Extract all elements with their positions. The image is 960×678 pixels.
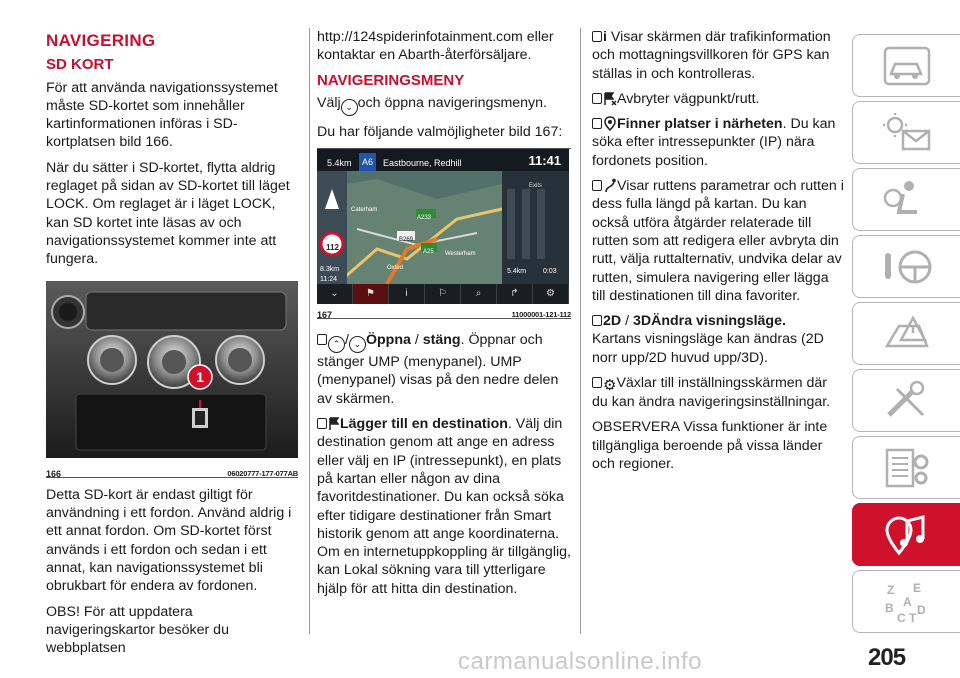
text: Kartans visningsläge kan ändras (2D norr upp/2D huvud upp/3D). — [592, 331, 824, 366]
flag-cancel-icon — [603, 92, 617, 106]
svg-text:E: E — [912, 580, 921, 595]
tab-technical-data[interactable] — [852, 436, 960, 499]
flag-icon: ⚑ — [366, 288, 375, 300]
info-icon: i — [405, 288, 408, 300]
column-divider — [580, 28, 581, 634]
map-pin-icon — [603, 116, 617, 131]
paragraph — [317, 94, 571, 116]
text: / — [410, 332, 423, 349]
ump-menu-panel — [317, 284, 569, 304]
paragraph — [592, 177, 844, 305]
text: Växlar till inställningsskärmen där du kan ändra navigeringsinställningar. — [592, 375, 831, 411]
term: Öppna — [365, 332, 411, 349]
ump-destination-button[interactable] — [353, 284, 389, 304]
chevron-up-icon: ⌃ — [328, 336, 345, 353]
nav-clock: 11:41 — [528, 153, 561, 169]
chevron-down-icon: ⌄ — [349, 336, 366, 353]
column-3 — [592, 28, 844, 480]
multimedia-navigation-icon — [879, 513, 935, 557]
term: Finner platser i närheten — [617, 116, 783, 133]
text: och öppna navigeringsmenyn. — [357, 94, 547, 111]
subsection-heading: SD KORT — [46, 56, 114, 74]
page-number: 205 — [868, 644, 906, 671]
figure-code: 06020777-177-077AB — [227, 468, 298, 478]
menu-chevron-icon: ⌄ — [341, 99, 358, 116]
steering-wheel-icon — [879, 245, 935, 289]
bullet-box-icon — [592, 93, 602, 104]
term: stäng — [422, 332, 461, 349]
tab-warning-lights[interactable] — [852, 101, 960, 164]
text: . Du kan söka efter intressepunkter (IP) nära fordonets position. — [592, 116, 836, 169]
place-label: Oxted — [387, 265, 404, 272]
tab-index[interactable] — [852, 570, 960, 633]
bullet-box-icon — [317, 334, 327, 345]
paragraph — [317, 415, 571, 598]
figure-number: 167 — [317, 310, 333, 321]
ump-cancel-button[interactable] — [425, 284, 461, 304]
settings-document-icon — [879, 446, 935, 490]
nav-road-badge: A6 — [359, 153, 376, 171]
figure-callout: 1 — [196, 368, 204, 385]
text: Visar ruttens parametrar och rutten i dess fulla längd på kartan. Du kan också utföra åtgärder relaterade till rutten som att redigera eller avbryta din rutt, välja ruttalternativ, undvika delar av rutten, simulera navigering eller lägga till destinationen till dina favoriter. — [592, 178, 844, 304]
dist-left: 8.3km — [320, 266, 340, 274]
exits-label: Exits — [529, 183, 543, 190]
column-divider — [309, 28, 310, 634]
svg-text:T: T — [908, 610, 916, 624]
search-pin-icon: ⌕ — [475, 288, 482, 300]
figure-caption — [317, 304, 571, 321]
column-2 — [317, 28, 571, 605]
car-info-icon — [879, 44, 935, 88]
right-time: 0:03 — [543, 268, 557, 276]
text: Avbryter vägpunkt/rutt. — [617, 90, 760, 107]
svg-text:D: D — [916, 602, 926, 617]
paragraph: http://124spiderinfotainment.com eller kontaktar en Abarth-återförsäljare. — [317, 29, 554, 64]
info-icon: i — [603, 29, 607, 45]
paragraph: OBS! För att uppdatera navigeringskartor besöker du webbplatsen — [46, 603, 229, 657]
paragraph: När du sätter i SD-kortet, flytta aldrig reglaget på sidan av SD-kortet till läget LOCK. Om reglaget är i läget LOCK, kan SD kortet inte läsas av och navigationssystemet kommer inte att fungera. — [46, 159, 290, 268]
column-1 — [46, 28, 298, 665]
paragraph — [317, 331, 571, 408]
paragraph — [592, 374, 844, 411]
tab-car-info[interactable] — [852, 34, 960, 97]
flag-cancel-icon: ⚐ — [438, 288, 447, 300]
note: OBSERVERA Vissa funktioner är inte tillgängliga beroende på vissa länder och regioner. — [592, 419, 828, 472]
speed-limit: 112 — [326, 243, 339, 253]
gear-icon: ⚙ — [546, 288, 555, 300]
ump-nearby-button[interactable] — [461, 284, 497, 304]
paragraph — [592, 115, 844, 170]
tab-multimedia[interactable] — [852, 503, 960, 566]
nav-distance: 5.4km — [327, 158, 352, 169]
text: . Öppnar och stänger UMP (menypanel). UMP (menypanel) visas på den nedre delen av skärmen. — [317, 332, 559, 407]
paragraph: För att använda navigationssystemet måste SD-kortet som innehåller kartinformationen införas i SD-kortplatsen bild 166. — [46, 79, 278, 151]
watermark: carmanualsonline.info — [458, 648, 702, 675]
flag-destination-icon — [328, 417, 340, 431]
term: 2D — [603, 313, 622, 330]
svg-text:B: B — [884, 600, 894, 615]
paragraph — [592, 28, 844, 83]
bullet-box-icon — [317, 418, 327, 429]
bullet-box-icon — [592, 315, 602, 326]
nav-street: Eastbourne, Redhill — [383, 158, 462, 169]
figure-caption — [46, 463, 298, 477]
ump-settings-button[interactable] — [533, 284, 569, 304]
bullet-box-icon — [592, 31, 602, 42]
warning-lights-icon — [879, 111, 935, 155]
text: Välj — [317, 94, 341, 111]
ump-open-close-button[interactable] — [317, 284, 353, 304]
route-icon — [603, 178, 617, 193]
eta: 11:24 — [320, 276, 337, 284]
bullet-box-icon — [592, 180, 602, 191]
figure-number: 166 — [46, 468, 62, 479]
term: Lägger till en destination — [340, 416, 508, 433]
navigation-screen — [317, 149, 569, 304]
airbag-seat-icon — [879, 178, 935, 222]
figure-code: 11000001-121-112 — [511, 310, 571, 320]
section-heading: NAVIGERING — [46, 31, 156, 50]
alphabetical-index-icon — [879, 580, 935, 624]
figure-167 — [317, 148, 571, 319]
road-label: A25 — [423, 249, 434, 256]
tools-icon — [879, 379, 935, 423]
text: Visar skärmen där trafikinformation och mottagningsvillkoren för GPS kan ställas in och kontrolleras. — [592, 29, 831, 82]
tab-starting-driving[interactable] — [852, 235, 960, 298]
chevron-icon: ⌄ — [330, 288, 339, 300]
paragraph: Du har följande valmöjligheter bild 167: — [317, 123, 563, 140]
route-icon: ↱ — [510, 288, 519, 300]
paragraph — [592, 90, 844, 108]
svg-text:Z: Z — [886, 582, 894, 597]
sd-slot-photo — [46, 282, 298, 458]
chapter-tabs — [852, 34, 960, 637]
text: / — [621, 313, 633, 330]
ump-info-button[interactable] — [389, 284, 425, 304]
road-label: B269 — [399, 237, 414, 244]
figure-166 — [46, 281, 298, 478]
text: / — [345, 332, 349, 349]
ump-route-button[interactable] — [497, 284, 533, 304]
section-heading: NAVIGERINGSMENY — [317, 71, 465, 89]
paragraph: Detta SD-kort är endast giltigt för användning i ett fordon. Använd aldrig i ett annat fordon. Om SD-kortet först används i ett fordon och sedan i ett annat, kan navigationssystemet bli obrukbart för endera av fordonen. — [46, 486, 292, 595]
place-label: Westerham — [445, 251, 476, 258]
right-distance: 5.4km — [507, 268, 527, 276]
tab-safety[interactable] — [852, 168, 960, 231]
tab-emergency[interactable] — [852, 302, 960, 365]
gear-icon: ⚙ — [603, 377, 617, 395]
svg-text:C: C — [896, 610, 906, 624]
road-label: A233 — [417, 215, 432, 222]
term: 3DÄndra visningsläge. — [632, 313, 786, 330]
hazard-road-icon — [879, 312, 935, 356]
bullet-box-icon — [592, 118, 602, 129]
paragraph — [592, 312, 844, 367]
tab-maintenance[interactable] — [852, 369, 960, 432]
svg-text:A: A — [902, 594, 912, 609]
bullet-box-icon — [592, 377, 602, 388]
place-label: Caterham — [351, 207, 378, 214]
text: . Välj din destination genom att ange en adress eller välj en IP (intressepunkt), en plats på kartan eller någon av dina favoritdestinationer. Du kan också söka efter tidigare destinationer från Smart historik genom att ange koordinaterna. Om en internetuppkoppling är tillgänglig, kan Lokal sökning vara till ytterligare hjälp för att hitta din destination. — [317, 416, 571, 597]
nav-top-bar — [317, 149, 569, 171]
